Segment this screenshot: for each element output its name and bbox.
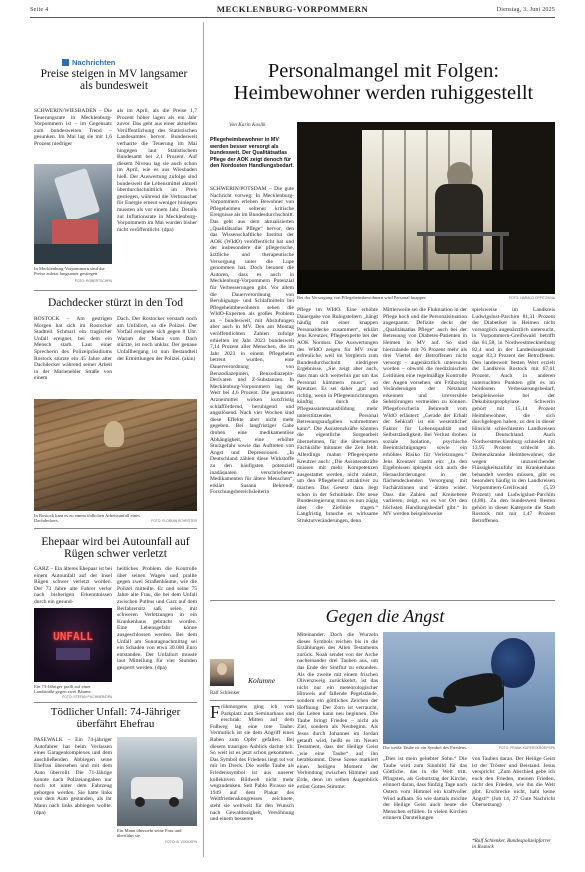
credit-toedlicher-unfall: FOTO: B. VOGLSPN	[165, 840, 197, 844]
main-body-col4: spielsweise im Landkreis Ludwigslust-Parchim 81,31 Prozent der Diabetiker in Heimen nicht vorsorglich augenärztlich untersucht, in Vorpommern-Greifswald betrifft das 81,58, in Nordwestmecklenburg 82,4 und in der Landeshauptstadt sogar 83,3 Prozent der Betroffenen. Den landesweit besten Wert erzielt der Landkreis Rostock mit 67,61 Prozent. Auch in anderen untersuchten Punkten gibt es im Nordosten Verbesserungsbedarf, beispielsweise bei der Dekubitusprophylaxe. Schwerin gehört mit 15,14 Prozent Heimbewohner, die sich durchgelegen haben, zu den in dieser Hinsicht schlechtesten Landkreisen in Deutschland. Auch Nordwestmecklenburg schneidet mit 13,95 Prozent schlecht ab. Demenzkranke Heimbewohner, die wegen unzureichender Flüssigkeitszufuhr im Krankenhaus behandelt werden müssen, gibt es besonders häufig in den Landkreisen Vorpommern-Greifswald (5,59 Prozent) und Ludwigslust-Parchim (4,88). Zu den bundesweit Besten gehört in dieser Kategorie die Stadt Rostock mit nur 1,47 Prozent Betroffenen.	[472, 307, 555, 524]
nachrichten-label: Nachrichten	[72, 58, 116, 67]
main-body-col1: SCHWERIN/POTSDAM – Die gute Nachricht vorweg: In Mecklenburg-Vorpommern erleben Bewohner von Pflegeheimen seltener kritische Ereignisse als im Bundesdurchschnitt. Das geht aus dem aktualisierten „Qualitätsatlas Pflege“ hervor, den das Wissenschaftliche Institut der AOK (WIdO) veröffentlicht hat und der insbesondere die pflegerische, ärztliche und therapeutische Versorgung unter die Lupe genommen hat. Doch betonen die Autoren, dass es auch in Mecklenburg-Vorpommern Potenzial für Verbesserungen gibt. Vor allem die Dauerverordnung von Beruhigungs- und Schlafmitteln bei Pflegeheimbewohnern sehen die WIdO-Experten als großes Problem an – bundesweit, mit Abstufungen aber auch in MV. Den am Montag veröffentlichten Zahlen zufolge erhielten im Jahr 2023 bundesweit 7,14 Prozent aller Menschen, die im Jahr 2023 in einem Pflegeheim betreut wurden, eine Dauerverordnung von Benzodiazepinen, Benzodiazepin-Derivaten und Z-Substanzen. In Mecklenburg-Vorpommern lag der Wert bei 4,6 Prozent. Die genannten Arzneimittel wirken kurzfristig schlaffördernd, beruhigend und angstlösend. Nach vier Wochen sind diese Effekte aber nicht mehr gegeben. Bei langfristiger Gabe drohen eine medikamentöse Abhängigkeit, eine erhöhte Sturzgefahr sowie das Auftreten von Angst und Depressionen. „In Deutschland zählen diese Wirkstoffe zu den häufigsten potenziell inadäquaten verschriebenen Medikamenten für ältere Menschen“, erklärt Susann Behrendt, Forschungsbereichsleiterin	[210, 186, 294, 496]
nachrichten-header	[62, 58, 115, 67]
kolumne-label: Kolumne	[248, 676, 276, 685]
page-number: Seite 4	[30, 7, 49, 13]
caption-toedlicher-unfall: Ein Mann übersieht seine Frau und überfährt sie.	[117, 828, 182, 839]
article-separator	[34, 290, 197, 291]
photo-supermarket	[34, 164, 112, 264]
angst-body-col3: „Dies ist mein geliebter Sohn.“ Die Taube wird zum Sinnbild für das Göttliche, das in die Welt tritt. Pfingsten, als Geburtstag der Kirche, erinnert daran, dass fünfzig Tage nach Ostern vom Himmel ein kraftvoller Wind aufkam. So wie damals möchte der Heilige Geist auch heute die Menschen erfüllen. In vielen Kirchen erinnern Darstellungen	[383, 756, 467, 822]
info-square-icon	[62, 59, 69, 66]
caption-ehepaar: Ein 73-Jähriger prallt auf einer Landstraße gegen zwei Bäume.	[34, 684, 92, 695]
article-body-ehepaar-col2: heitliches Problem die Kontrolle über seinen Wagen und prallte gegen zwei Straßenbäume, wie die Polizei mitteilte. Er und seine 75 Jahre alte Frau, die bei dem Unfall zwischen Putbus und Garz auf dem Beifahrersitz saß, seien mit schweren Verletzungen in ein Krankenhaus gebracht worden. Eine Lebensgefahr könne ausgeschlossen werden. Bei dem Unfall am Sonntagnachmittag sei ein Schaden von etwa 30.000 Euro entstanden. Der Unfallort musste laut Mitteilung für vier Stunden gesperrt werden. (dpa)	[117, 566, 197, 671]
main-teaser: Pflegeheimbewohner in MV werden besser versorgt als bundesweit. Der Qualitätsatlas Pflege der AOK zeigt denoch für den Nordosten Handlungsbedarf.	[210, 137, 294, 170]
article-body-ehepaar-col1: GARZ – Ein älteres Ehepaar ist bei einem Autounfall auf der Insel Rügen schwer verletzt worden. Der 73 Jahre alte Fahrer verlor nach bisherigen Erkenntnissen durch ein gesund-	[34, 566, 112, 605]
credit-dove: FOTO: FRANK KUPERSKROEPSPA	[498, 746, 555, 750]
article-title-ehepaar: Ehepaar wird bei Autounfall auf Rügen schwer verletzt	[41, 536, 190, 561]
angst-signature: *Ralf Schlenker, Bundespolizeipfarrer in Rostock	[472, 838, 551, 851]
angst-body-col1-text: rühmorgens ging ich vom Parkplatz zum Seminarhaus und erschrak: Mitten auf dem Fußweg lag eine tote Taube. Vermutlich ist sie dem Angriff eines Raben zum Opfer gefallen. Bei diesem traurigen Anblick dachte ich: So weit ist es jetzt schon gekommen. Das Symbol des Friedens liegt tot vor mir im Dreck. Die weiße Taube als Friedenssymbol ist aus unserer kollektiven Bildwelt nicht mehr wegzudenken. Seit Pablo Picasso sie 1949 auf dem Plakat des Weltfriedenskongresses zeichnete, steht sie weltweit für den Wunsch nach Gewaltlosigkeit, Versöhnung und einem besseren	[210, 704, 294, 823]
article-body-preise-col2: als im April, als die Preise 1,7 Prozent höher lagen als ein Jahr zuvor. Das geht aus einer aktuellen Veröffentlichung des Statistischen Landesamtes hervor. Bundesweit verharrte die Teuerung im Mai hingegen laut Statistischem Bundesamt bei 2,1 Prozent. Auf diesem Niveau lag sie auch schon im April, wie es aus Wiesbaden hieß. Der Auswertung zufolge sind bundesweit die Lebensmittel aktuell überdurchschnittlich im Preis gestiegen, während die Verbraucher für Energie erneut weniger hinlegen mussten als vor einem Jahr. Details zur Inflationsrate in Mecklenburg-Vorpommern im Mai wurden bisher nicht veröffentlicht. (dpa)	[117, 108, 197, 233]
article-title-toedlicher-unfall: Tödlicher Unfall: 74-Jähriger überfährt Ehefrau	[50, 706, 181, 730]
angst-headline: Gegen die Angst	[325, 606, 445, 626]
caption-pflegeheim: Bei der Versorgung von Pflegeheimbewohnern wird Personal knapper.	[297, 295, 427, 300]
article-body-toedlicher-unfall: PASEWALK – Ein 74-jähriger Autofahrer hat beim Verlassen eines Garagenkomplexes und dem anschließenden Abbiegen seine Ehefrau übersehen und mit dem Auto überrollt. Die 71-Jährige konnte nach Polizeiangaben nur noch tot unter dem Fahrzeug geborgen werden. Sie hatte links von dem Auto gestanden, als ihr Mann nach links abbiegen wollte. (dpa)	[34, 737, 112, 816]
accident-sign-text: UNFALL	[53, 630, 93, 643]
photo-roof	[34, 399, 197, 511]
kolumne-rule	[210, 700, 294, 701]
section-title: MECKLENBURG-VORPOMMERN	[216, 4, 369, 14]
article-title-preise: Preise steigen in MV langsamer als bundesweit	[40, 68, 188, 93]
credit-preise: FOTO: ROBERTSCHPN	[74, 279, 112, 283]
author-portrait	[210, 659, 234, 686]
credit-ehepaar: FOTO: STEFAN PUCHNER/DPA	[62, 695, 112, 699]
main-headline: Personalmangel mit Folgen: Heimbewohner werden ruhiggestellt	[233, 60, 534, 104]
photo-garage-car	[117, 737, 197, 826]
article-body-dachdecker-col1: ROSTOCK – Am gestrigen Morgen hat sich im Rostocker Stadtteil Schmarl ein tragischer Unfall ereignet, bei dem ein Mensch starb. Laut einer Sprecherin des Polizeipräsidiums Rostock stürzte ein 45 Jahre alter Dachdecker während seiner Arbeit in der Marienehler Straße von einem	[34, 316, 112, 382]
article-separator	[34, 528, 197, 529]
issue-date: Dienstag, 3. Juni 2025	[496, 7, 555, 13]
angst-body-col2: Miteinander. Doch die Wurzeln dieses Symbols reichen bis in die Erzählungen des Alten Testaments zurück. Noah sendet von der Arche nacheinander drei Tauben aus, um das Ende der Sintflut zu erkunden. Als die zweite mit einem frischen Olivenzweig zurückkehrt, ist das nicht nur ein meteorologischer Hinweis auf fallende Pegelstände, sondern ein göttliches Zeichen der Hoffnung: Der Zorn ist verraucht, das Leben kann neu beginnen. Die Taube bringt Frieden – nicht als Ziel, sondern als Neubeginn. Als Jesus durch Johannes im Jordan getauft wird, heißt es im Neuen Testament, dass der Heilige Geist „wie eine Taube“ auf ihn herabkommt. Diese Szene markiert einen heiligen Moment der Verbindung zwischen Himmel und Erde, denn im selben Augenblick ertönt Gottes Stimme:	[297, 632, 378, 790]
article-separator	[34, 702, 197, 703]
column-divider	[203, 22, 204, 857]
photo-dove	[383, 632, 555, 744]
angst-body-col1	[210, 704, 294, 862]
article-body-dachdecker-col2: Dach. Der Rostocker verstarb noch am Unfallort, so die Polizei. Der Vorfall ereignete sich gegen 8 Uhr. Warum der Mann vom Dach stürzte, ist noch unklar. Der genaue Unfallhergang ist nun Bestandteil der Ermittlungen der Polizei. (akin)	[117, 316, 197, 362]
main-body-col2: Pflege im WIdO. Eine erhöhte Dauergabe von Ruhigstellern „hängt häufig mit einer knappen Personaldecke zusammen“, erklärt Jens Kreutzer, Pflegeexperte bei der AOK Nordost. Die Auswertungen des WIdO zeigen für MV zwar erfreuliche, weil im Vergleich zum Bundesdurchschnitt niedrigere Ergebnisse. „Sie zeigt aber auch, dass man sich weiterhin gut um das Personal kümmern muss“, so Kreutzer. Es sei daher „gut und richtig, wenn in Pflegeeinrichtungen künftig durch die Pflegeassistenzausbildung mehr unterstützendes Personal Betreuungsaufgaben wahrnehmen kann“. Die Assistenzkräfte könnten die eigentliche Sorgearbeit übernehmen, für die überlasteten Fachkräfte mitunter die Zeit fehlt. Allerdings mahnt Pflegeexperte Kreutzer auch: „Die Assistenzkräfte müssen mit mehr Kompetenzen ausgestattet werden, nicht zuletzt, um den Pflegeberuf attraktiver zu machen. Das Gesetz dazu liegt schon in der Schublade. Die neue Bundesregierung muss es nun zügig über die Ziellinie tragen.“ Langfristig brauche es wirksame Strukturveränderungen, denn	[297, 307, 378, 524]
credit-pflegeheim: FOTO: HARALD OPPITZ/KNA	[508, 296, 555, 300]
caption-dove: Die weiße Taube ist ein Symbol des Friedens.	[383, 745, 468, 750]
main-author: Von Karin Koslik	[229, 122, 266, 128]
drop-cap: F	[210, 704, 221, 722]
header-rule	[30, 17, 555, 18]
article-separator	[210, 600, 555, 601]
article-body-preise-col1: SCHWERIN/WIESBADEN – Die Teuerungsrate in Mecklenburg-Vorpommern ist – im Gegensatz zum bundesweiten Trend – gesunken. Im Mai lag sie mit 1,6 Prozent niedriger	[34, 108, 112, 147]
caption-preise: In Mecklenburg-Vorpommern sind die Preise zuletzt langsamer gestiegen.	[34, 266, 105, 277]
article-title-dachdecker: Dachdecker stürzt in den Tod	[47, 297, 184, 309]
caption-dachdecker: In Rostock kam es zu einem tödlichen Arbeitsunfall eines Dachdeckers.	[34, 513, 140, 524]
angst-body-col4: von Tauben daran. Der Heilige Geist ist der Tröster und Beistand. Jesus verspricht: „Zum Abschied gebe ich euch den Frieden, meinen Frieden, nicht den Frieden, wie ihn die Welt gibt. Erschrecke nicht, habt keine Angst!“ (Joh 14, 27 Gute Nachricht Übersetzung)	[472, 756, 555, 809]
photo-pflegeheim	[297, 122, 555, 294]
credit-dachdecker: FOTO: FLORIAN SCHRÖTER	[151, 519, 197, 523]
main-body-col3: Mittlerweile sei die Fluktuation in der Pflege hoch und die Personalsituation angespannt. Defizite deckt der „Qualitätsatlas Pflege“ auch bei der Betreuung von Diabetes-Patienten in Heimen in MV auf. So sind hierzulande mit 76 Prozent mehr als drei Viertel der Betroffenen nicht versorgt – augenärztlich untersucht worden – obwohl die medizinischen Leitlinien eine regelmäßige Kontrolle der Augen vorsehen, um Frühzeitig Veränderungen der Netzhaut erkennen und irreversible Sehstörungen vermeiden zu können. Pflegeforscherin Behrendt vom WIdO erläutert: „Gerade der Erhalt der Sehkraft ist ein wesentlicher Faktor für Lebensqualität und Selbstständigkeit. Bei Verlust drohen soziale Isolation, psychische Beeinträchtigungen sowie ein erhöhtes Risiko für Verletzungen.“ Jens Kreutzer räumt ein: „In den Ergebnissen spiegeln sich auch die Herausforderungen in der flächendeckenden Versorgung mit Fachärztinnen und -ärzten wider. Dass die Zahlen auf Kreisebene variieren, zeigt, wo es vor Ort den höchsten Handlungsbedarf gibt.“ In MV werden beispielsweise	[383, 307, 467, 518]
photo-accident-sign	[34, 608, 112, 682]
kolumne-author: Ralf Schlenker	[210, 691, 240, 696]
